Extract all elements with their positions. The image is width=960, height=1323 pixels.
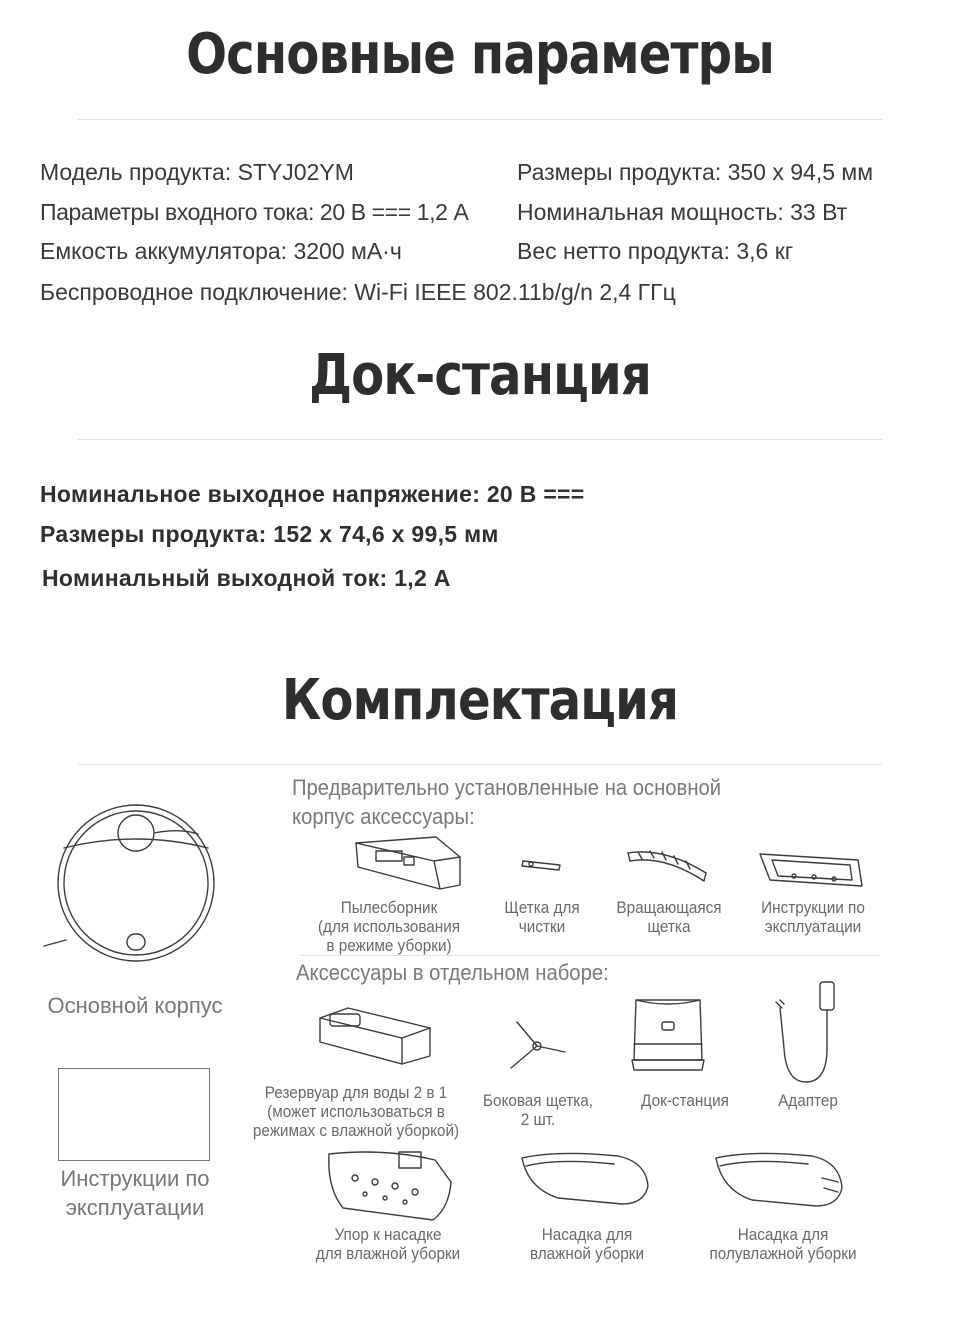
spec-input: Параметры входного тока: 20 В === 1,2 А	[40, 199, 469, 225]
dust-bin-label: Пылесборник (для использования в режиме уборки)	[317, 898, 461, 955]
main-brush-label: Вращающаяся щетка	[616, 898, 722, 936]
wet-mop-label: Насадка для влажной уборки	[529, 1225, 645, 1263]
manual-booklet	[58, 1068, 210, 1161]
spec-power: Номинальная мощность: 33 Вт	[517, 199, 848, 225]
semi-wet-mop-label: Насадка для полувлажной уборки	[709, 1225, 857, 1263]
preinstalled-heading: Предварительно установленные на основной корпус аксессуары:	[292, 775, 722, 829]
dock-station-label: Док-станция	[641, 1091, 729, 1110]
dock-station-icon	[628, 994, 708, 1074]
spec-dimensions: Размеры продукта: 350 x 94,5 мм	[517, 159, 874, 185]
spec-battery: Емкость аккумулятора: 3200 мА·ч	[40, 238, 402, 264]
dust-bin-icon	[354, 833, 464, 891]
adapter-icon	[766, 978, 850, 1088]
adapter-label: Адаптер	[778, 1091, 838, 1110]
spec-weight: Вес нетто продукта: 3,6 кг	[517, 238, 794, 264]
water-tank-icon	[318, 1004, 434, 1066]
cleaning-brush-icon	[520, 855, 564, 875]
brush-cover-icon	[758, 850, 864, 890]
preinstalled-manual-label: Инструкции по эксплуатации	[761, 898, 865, 936]
divider	[78, 439, 882, 440]
mop-holder-label: Упор к насадке для влажной уборки	[315, 1225, 461, 1263]
side-brush-label: Боковая щетка, 2 шт.	[482, 1091, 594, 1129]
divider	[78, 764, 882, 765]
separate-heading: Аксессуары в отдельном наборе:	[296, 960, 609, 985]
dock-voltage: Номинальное выходное напряжение: 20 В ===	[40, 481, 585, 507]
main-body-label: Основной корпус	[47, 993, 223, 1018]
divider	[300, 955, 880, 956]
kit-title: Комплектация	[281, 668, 679, 733]
manual-label: Инструкции по эксплуатации	[60, 1166, 210, 1220]
spec-model: Модель продукта: STYJ02YM	[40, 159, 354, 185]
spec-wireless: Беспроводное подключение: Wi-Fi IEEE 802.11b/g/n 2,4 ГГц	[40, 279, 676, 305]
main-brush-icon	[624, 843, 710, 887]
params-title: Основные параметры	[186, 22, 774, 87]
cleaning-brush-label: Щетка для чистки	[504, 898, 580, 936]
robot-vacuum-icon	[40, 800, 236, 970]
dock-dimensions: Размеры продукта: 152 x 74,6 x 99,5 мм	[40, 521, 499, 547]
mop-holder-icon	[325, 1148, 455, 1222]
water-tank-label: Резервуар для воды 2 в 1 (может использоваться в режимах с влажной уборкой)	[252, 1083, 460, 1140]
dock-current: Номинальный выходной ток: 1,2 А	[42, 565, 451, 591]
wet-mop-icon	[518, 1148, 652, 1206]
side-brush-icon	[505, 1020, 569, 1072]
divider	[78, 119, 882, 120]
semi-wet-mop-icon	[712, 1148, 846, 1208]
dock-title: Док-станция	[309, 343, 651, 408]
